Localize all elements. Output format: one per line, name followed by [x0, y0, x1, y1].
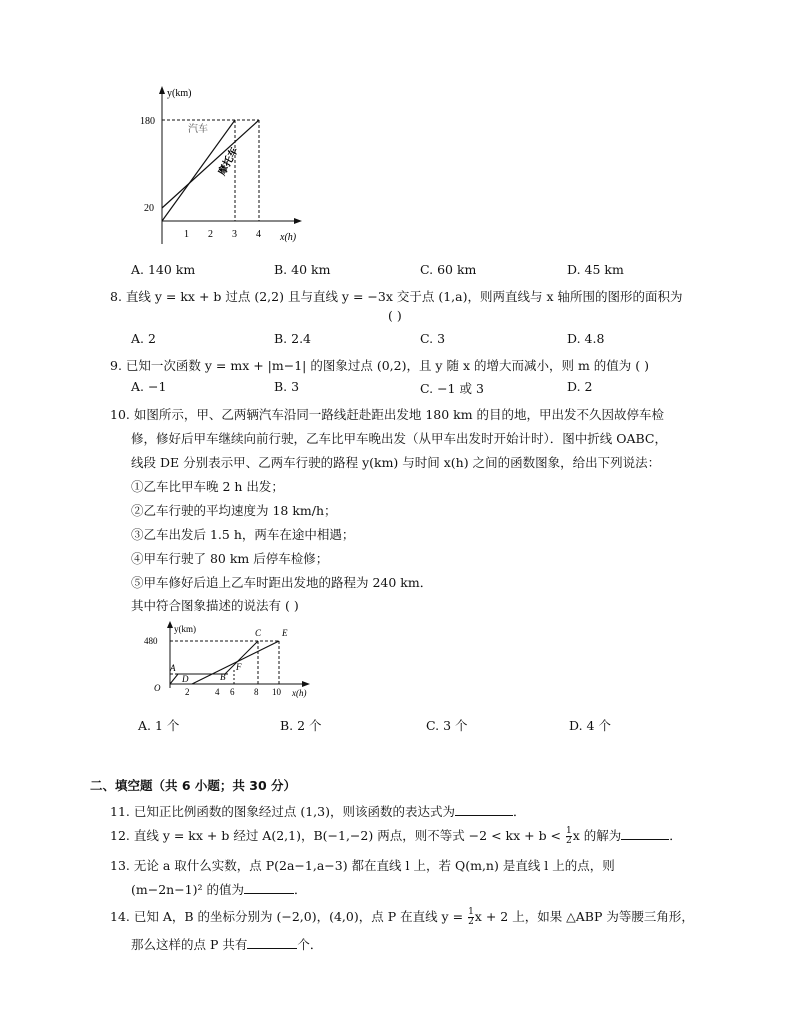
q14-text-a: 14. 已知 A，B 的坐标分别为 (−2,0)，(4,0)，点 P 在直线 y =: [110, 909, 464, 924]
q14-answer-blank[interactable]: [247, 936, 297, 949]
y-axis-label: y(km): [167, 88, 192, 99]
y-axis-arrow: [167, 621, 173, 628]
q14-frac-num: 1: [468, 907, 474, 917]
label-car: 汽车: [188, 124, 208, 135]
y-tick-480: 480: [144, 636, 158, 646]
q11: [110, 802, 525, 820]
point-F: F: [236, 662, 242, 672]
q14-fraction: [468, 908, 474, 927]
q9-option-a[interactable]: A. −1: [131, 379, 167, 394]
q7-option-d[interactable]: D. 45 km: [567, 262, 624, 277]
q10-statement-1: ①乙车比甲车晚 2 h 出发；: [131, 479, 284, 494]
q10-statement-2: ②乙车行驶的平均速度为 18 km/h；: [131, 503, 337, 518]
q10-question: 其中符合图象描述的说法有 ( ): [131, 598, 299, 613]
q10-option-b[interactable]: B. 2 个: [280, 718, 322, 733]
q12-fraction: [566, 827, 572, 846]
q13-line1: 13. 无论 a 取什么实数，点 P(2a−1,a−3) 都在直线 l 上，若 Q(m,n) 是直线 l 上的点，则: [110, 858, 615, 873]
q10-statement-4: ④甲车行驶了 80 km 后停车检修；: [131, 551, 329, 566]
q8-option-a[interactable]: A. 2: [131, 331, 156, 346]
q9-text: 9. 已知一次函数 y = mx + |m−1| 的图象过点 (0,2)，且 y 随 x 的增大而减小，则 m 的值为 ( ): [110, 358, 649, 373]
y-tick-180: 180: [140, 116, 155, 127]
q9-option-c[interactable]: C. −1 或 3: [420, 381, 484, 396]
q14-text-c: 那么这样的点 P 共有: [131, 937, 248, 952]
label-moto: 摩托车: [216, 145, 241, 178]
y-axis-label: y(km): [174, 624, 196, 634]
q13-answer-blank[interactable]: [244, 881, 294, 894]
q14-text-b: x + 2 上，如果 △ABP 为等腰三角形，: [474, 909, 694, 924]
x-tick-10: 10: [272, 687, 281, 697]
x-tick-1: 1: [184, 229, 189, 240]
q10-line3: 线段 DE 分别表示甲、乙两车行驶的路程 y(km) 与时间 x(h) 之间的函数图象，给出下列说法：: [131, 455, 661, 470]
q14-line1: [110, 907, 694, 927]
x-axis-label: x(h): [280, 232, 297, 243]
q13-text-b: (m−2n−1)² 的值为: [131, 882, 244, 897]
q8-text: 8. 直线 y = kx + b 过点 (2,2) 且与直线 y = −3x 交于点 (1,a)，则两直线与 x 轴所围的图形的面积为: [110, 289, 683, 304]
x-tick-6: 6: [230, 687, 235, 697]
q13-line2: [131, 880, 307, 898]
q14-line2: [131, 935, 322, 953]
q12-end: ．: [669, 828, 682, 843]
x-tick-3: 3: [232, 229, 237, 240]
q8-option-c[interactable]: C. 3: [420, 331, 446, 346]
section-2-title: 二、填空题（共 6 小题；共 30 分）: [90, 778, 297, 793]
y-tick-20: 20: [144, 203, 154, 214]
q12-answer-blank[interactable]: [621, 827, 669, 840]
q7-option-a[interactable]: A. 140 km: [131, 262, 196, 277]
q12-frac-num: 1: [566, 826, 572, 836]
q10-line2: 修，修好后甲车继续向前行驶，乙车比甲车晚出发（从甲车出发时开始计时）．图中折线 OABC，: [131, 431, 667, 446]
q11-end: ．: [512, 804, 526, 819]
y-axis-arrow: [159, 86, 165, 94]
x-axis-arrow: [294, 218, 302, 224]
x-axis-label: x(h): [292, 688, 307, 698]
q7-option-c[interactable]: C. 60 km: [420, 262, 477, 277]
q12-text-a: 12. 直线 y = kx + b 经过 A(2,1)，B(−1,−2) 两点，则不等式 −2 < kx + b <: [110, 828, 562, 843]
q11-text: 11. 已知正比例函数的图象经过点 (1,3)，则该函数的表达式为: [110, 804, 455, 819]
graph-distance-time-2: [142, 620, 314, 702]
x-tick-2: 2: [208, 229, 213, 240]
q10-option-c[interactable]: C. 3 个: [426, 718, 468, 733]
point-D: D: [182, 674, 189, 684]
q9-option-d[interactable]: D. 2: [567, 379, 593, 394]
x-axis-arrow: [302, 681, 310, 687]
q10-line1: 10. 如图所示，甲、乙两辆汽车沿同一路线赶赴距出发地 180 km 的目的地，甲出发不久因故停车检: [110, 407, 665, 422]
point-A: A: [170, 663, 176, 673]
q12: [110, 826, 682, 846]
point-C: C: [255, 628, 262, 638]
q14-frac-den: 2: [468, 917, 474, 927]
q8-paren: ( ): [388, 308, 402, 323]
x-tick-8: 8: [254, 687, 259, 697]
q9-option-b[interactable]: B. 3: [274, 379, 300, 394]
graph-distance-time-1: [138, 84, 308, 254]
x-tick-4: 4: [215, 687, 220, 697]
q13-end: ．: [294, 882, 307, 897]
q12-frac-den: 2: [566, 836, 572, 846]
q8-option-b[interactable]: B. 2.4: [274, 331, 312, 346]
q10-statement-3: ③乙车出发后 1.5 h，两车在途中相遇；: [131, 527, 355, 542]
q14-end: 个．: [297, 937, 323, 952]
q11-answer-blank[interactable]: [455, 803, 513, 816]
q7-option-b[interactable]: B. 40 km: [274, 262, 331, 277]
x-tick-2: 2: [185, 687, 190, 697]
point-B: B: [220, 672, 226, 682]
q12-text-b: x 的解为: [572, 828, 622, 843]
point-O: O: [154, 683, 161, 693]
q10-statement-5: ⑤甲车修好后追上乙车时距出发地的路程为 240 km．: [131, 575, 433, 590]
line-moto: [162, 120, 259, 208]
q10-option-a[interactable]: A. 1 个: [138, 718, 180, 733]
x-tick-4: 4: [256, 229, 261, 240]
q10-option-d[interactable]: D. 4 个: [569, 718, 611, 733]
q8-option-d[interactable]: D. 4.8: [567, 331, 605, 346]
point-E: E: [282, 628, 288, 638]
